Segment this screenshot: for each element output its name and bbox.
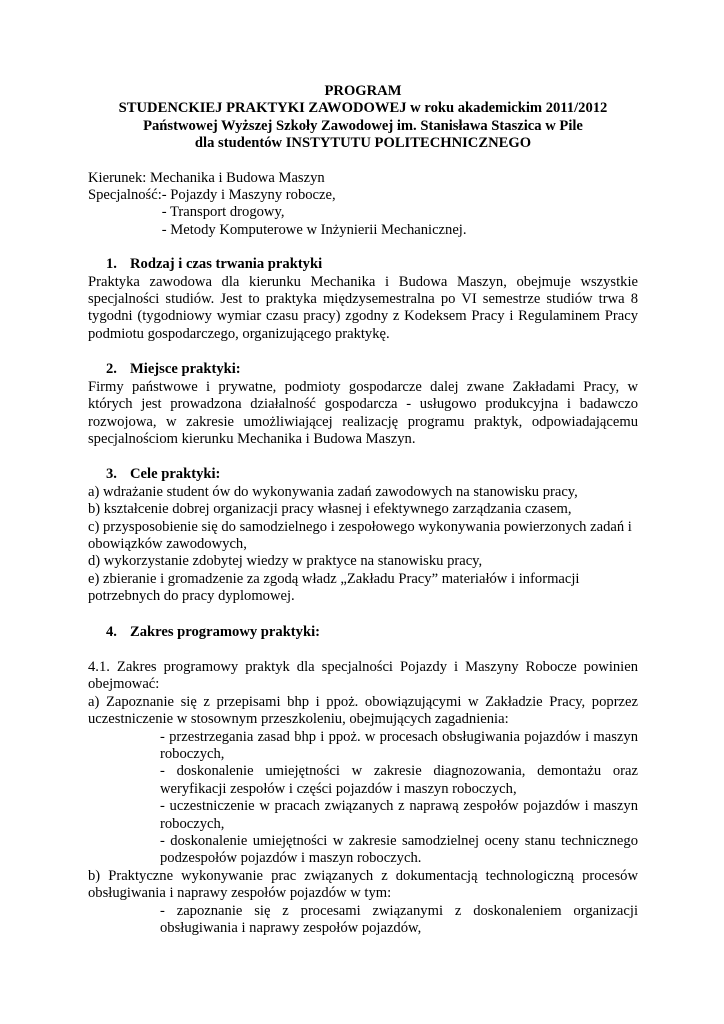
- section-title: Miejsce praktyki:: [130, 361, 241, 378]
- zakres-point-a: a) Zapoznanie się z przepisami bhp i ppoż. obowiązującymi w Zakładzie Pracy, poprzez uczestniczenie w stosownym przeszkoleniu, obejmujących zagadnienia:: [88, 693, 638, 728]
- specjalnosc-label: Specjalność:: [88, 187, 162, 204]
- specjalnosc-item: - Metody Komputerowe w Inżynierii Mechanicznej.: [161, 221, 467, 238]
- zakres-a-item: - uczestniczenie w pracach związanych z naprawą zespołów pojazdów i maszyn roboczych,: [160, 798, 638, 832]
- document-title: [88, 83, 638, 153]
- cele-item: c) przysposobienie się do samodzielnego i zespołowego wykonywania powierzonych zadań i obowiązków zawodowych,: [88, 518, 632, 552]
- section-2-body: Firmy państwowe i prywatne, podmioty gospodarcze dalej zwane Zakładami Pracy, w których jest prowadzona działalność gospodarcza - usługowo produkcyjna i badawczo rozwojowa, w zakresie umożliwiającej realizację programu praktyk, odpowiadającemu specjalnościom kierunku Mechanika i Budowa Maszyn.: [88, 378, 638, 447]
- section-4-heading: [88, 624, 638, 641]
- specjalnosc-block: [88, 187, 638, 239]
- section-number: 4.: [106, 623, 117, 640]
- specjalnosc-item: - Transport drogowy,: [161, 204, 285, 221]
- section-number: 3.: [106, 466, 117, 483]
- zakres-a-item: - doskonalenie umiejętności w zakresie diagnozowania, demontażu oraz weryfikacji zespołów i części pojazdów i maszyn roboczych,: [160, 763, 638, 797]
- section-3-heading: [88, 466, 638, 483]
- section-title: Cele praktyki:: [130, 466, 221, 483]
- title-line-2: STUDENCKIEJ PRAKTYKI ZAWODOWEJ w roku akademickim 2011/2012: [118, 100, 608, 117]
- section-1-body: Praktyka zawodowa dla kierunku Mechanika i Budowa Maszyn, obejmuje wszystkie specjalności studiów. Jest to praktyka międzysemestralna po VI semestrze studiów trwa 8 tygodni (tygodniowy wymiar czasu pracy) zgodny z Kodeksem Pracy i Regulaminem Pracy podmiotu gospodarczego, organizującego praktykę.: [88, 273, 638, 342]
- kierunek-line: Kierunek: Mechanika i Budowa Maszyn: [88, 169, 325, 186]
- zakres-point-b: b) Praktyczne wykonywanie prac związanych z dokumentacją technologiczną procesów obsługiwania i naprawy zespołów pojazdów w tym:: [88, 867, 638, 902]
- title-line-1: PROGRAM: [324, 83, 402, 99]
- cele-item: a) wdrażanie student ów do wykonywania zadań zawodowych na stanowisku pracy,: [88, 483, 578, 500]
- cele-item: e) zbieranie i gromadzenie za zgodą władz „Zakładu Pracy” materiałów i informacji potrzebnych do pracy dyplomowej.: [88, 570, 580, 605]
- section-2-heading: [88, 361, 638, 378]
- document-page: [88, 83, 638, 937]
- zakres-a-item: - przestrzegania zasad bhp i ppoż. w procesach obsługiwania pojazdów i maszyn roboczych,: [160, 728, 638, 762]
- title-line-3: Państwowej Wyższej Szkoły Zawodowej im. Stanisława Staszica w Pile: [143, 117, 583, 134]
- section-title: Rodzaj i czas trwania praktyki: [130, 256, 323, 273]
- zakres-a-item: - doskonalenie umiejętności w zakresie samodzielnej oceny stanu technicznego podzespołów pojazdów i maszyn roboczych.: [160, 833, 638, 867]
- specjalnosc-item: - Pojazdy i Maszyny robocze,: [161, 187, 336, 204]
- section-1-heading: [88, 256, 638, 273]
- section-number: 1.: [106, 256, 117, 273]
- section-title: Zakres programowy praktyki:: [130, 623, 320, 640]
- cele-item: d) wykorzystanie zdobytej wiedzy w praktyce na stanowisku pracy,: [88, 553, 483, 570]
- section-number: 2.: [106, 361, 117, 378]
- zakres-b-item: - zapoznanie się z procesami związanymi z doskonaleniem organizacji obsługiwania i naprawy zespołów pojazdów,: [160, 902, 638, 937]
- zakres-intro: 4.1. Zakres programowy praktyk dla specjalności Pojazdy i Maszyny Robocze powinien obejmować:: [88, 658, 638, 693]
- title-line-4: dla studentów INSTYTUTU POLITECHNICZNEGO: [194, 135, 532, 152]
- cele-item: b) kształcenie dobrej organizacji pracy własnej i efektywnego zarządzania czasem,: [88, 501, 572, 518]
- specjalnosc-list: [162, 187, 467, 239]
